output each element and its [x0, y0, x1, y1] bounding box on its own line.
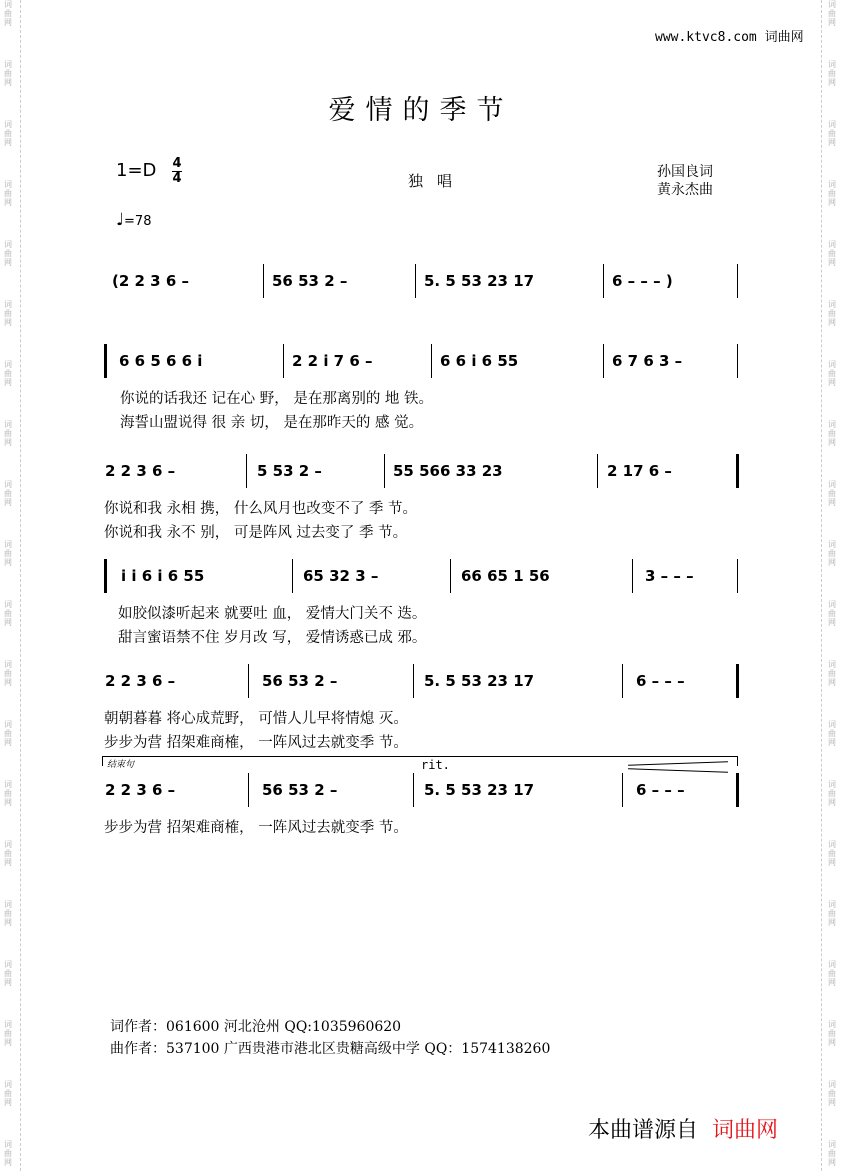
score-measure: 6 6 5 6 6 i: [119, 352, 203, 370]
left-border-line: [20, 0, 21, 1171]
side-watermark-text: 词曲网: [828, 1020, 836, 1047]
score-measure: 65 32 3 –: [303, 567, 379, 585]
composer: 黄永杰曲: [657, 182, 713, 198]
performance-type: 独唱: [408, 172, 467, 190]
lyric-line: 步步为营 招架难商榷， 一阵风过去就变季 节。: [104, 735, 408, 751]
score-measure: 5. 5 53 23 17: [424, 272, 535, 290]
side-watermark-text: 词曲网: [4, 660, 12, 687]
score-measure: 2 2 3 6 –: [105, 672, 176, 690]
barline: [632, 559, 633, 593]
score-measure: 56 53 2 –: [272, 272, 348, 290]
score-measure: (2 2 3 6 –: [112, 272, 189, 290]
side-watermark-text: 词曲网: [828, 480, 836, 507]
song-title: 爱情的季节: [328, 95, 514, 126]
barline: [603, 344, 604, 378]
side-watermark-text: 词曲网: [828, 900, 836, 927]
composer-contact: 曲作者：537100 广西贵港市港北区贵糖高级中学 QQ：1574138260: [110, 1041, 551, 1057]
side-watermark-text: 词曲网: [4, 900, 12, 927]
lyric-line: 海誓山盟说得 很 亲 切， 是在那昨天的 感 觉。: [120, 415, 424, 431]
barline: [292, 559, 293, 593]
lyric-line: 如胶似漆听起来 就要吐 血， 爱情大门关不 迭。: [118, 606, 427, 622]
key-signature: 1=D: [116, 160, 157, 181]
score-measure: 2 2 i 7 6 –: [292, 352, 373, 370]
ending-label: 结束句: [107, 760, 135, 770]
lyricist: 孙国良词: [657, 164, 713, 180]
side-watermark-text: 词曲网: [4, 120, 12, 147]
lyricist-contact: 词作者：061600 河北沧州 QQ:1035960620: [110, 1019, 402, 1035]
side-watermark-text: 词曲网: [828, 180, 836, 207]
score-measure: 56 53 2 –: [262, 781, 338, 799]
right-watermark-strip: [828, 0, 840, 1171]
decrescendo-top: [628, 761, 728, 765]
score-measure: 6 – – –: [636, 672, 685, 690]
final-barline: [736, 773, 739, 807]
score-measure: 66 65 1 56: [461, 567, 550, 585]
side-watermark-text: 词曲网: [4, 360, 12, 387]
side-watermark-text: 词曲网: [4, 1020, 12, 1047]
repeat-start-barline: [104, 559, 107, 593]
repeat-end-barline: [736, 664, 739, 698]
side-watermark-text: 词曲网: [4, 960, 12, 987]
repeat-end-barline: [736, 454, 739, 488]
barline: [737, 264, 738, 298]
score-measure: 6 6 i 6 55: [440, 352, 519, 370]
source-note: 本曲谱源自 词曲网: [588, 1118, 779, 1143]
repeat-start-barline: [104, 344, 107, 378]
barline: [283, 344, 284, 378]
left-watermark-strip: [4, 0, 16, 1171]
side-watermark-text: 词曲网: [828, 300, 836, 327]
side-watermark-text: 词曲网: [4, 780, 12, 807]
barline: [431, 344, 432, 378]
score-measure: 2 2 3 6 –: [105, 781, 176, 799]
side-watermark-text: 词曲网: [4, 300, 12, 327]
barline: [413, 773, 414, 807]
side-watermark-text: 词曲网: [4, 480, 12, 507]
side-watermark-text: 词曲网: [828, 360, 836, 387]
barline: [246, 454, 247, 488]
barline: [737, 559, 738, 593]
side-watermark-text: 词曲网: [4, 60, 12, 87]
lyric-line: 步步为营 招架难商榷， 一阵风过去就变季 节。: [104, 820, 408, 836]
score-measure: 5. 5 53 23 17: [424, 672, 535, 690]
score-measure: 2 17 6 –: [607, 462, 672, 480]
time-signature: 4 4: [172, 156, 182, 186]
side-watermark-text: 词曲网: [828, 420, 836, 447]
barline: [413, 664, 414, 698]
barline: [248, 664, 249, 698]
side-watermark-text: 词曲网: [4, 1140, 12, 1167]
credits: [657, 163, 713, 199]
score-measure: 5 53 2 –: [257, 462, 322, 480]
side-watermark-text: 词曲网: [828, 960, 836, 987]
lyric-line: 甜言蜜语禁不住 岁月改 写， 爱情诱惑已成 邪。: [118, 630, 427, 646]
side-watermark-text: 词曲网: [4, 420, 12, 447]
side-watermark-text: 词曲网: [828, 840, 836, 867]
lyric-line: 你说的话我还 记在心 野， 是在那离别的 地 铁。: [120, 391, 434, 407]
barline: [415, 264, 416, 298]
ending-bracket: [102, 756, 738, 757]
side-watermark-text: 词曲网: [828, 1080, 836, 1107]
barline: [603, 264, 604, 298]
right-border-line: [821, 0, 822, 1171]
side-watermark-text: 词曲网: [4, 0, 12, 27]
ending-bracket-tick: [102, 756, 103, 766]
side-watermark-text: 词曲网: [828, 600, 836, 627]
side-watermark-text: 词曲网: [4, 840, 12, 867]
site-watermark: www.ktvc8.com 词曲网: [655, 30, 804, 45]
lyric-line: 你说和我 永不 别， 可是阵风 过去变了 季 节。: [104, 525, 408, 541]
quarter-note-icon: ♩: [116, 210, 125, 230]
side-watermark-text: 词曲网: [828, 1140, 836, 1167]
barline: [450, 559, 451, 593]
score-measure: 6 7 6 3 –: [612, 352, 683, 370]
score-measure: 6 – – – ): [612, 272, 673, 290]
side-watermark-text: 词曲网: [828, 120, 836, 147]
score-measure: i i 6 i 6 55: [121, 567, 205, 585]
score-measure: 55 566 33 23: [393, 462, 503, 480]
barline: [248, 773, 249, 807]
lyric-line: 你说和我 永相 携， 什么风月也改变不了 季 节。: [104, 501, 418, 517]
score-measure: 5. 5 53 23 17: [424, 781, 535, 799]
barline: [622, 664, 623, 698]
side-watermark-text: 词曲网: [828, 780, 836, 807]
tempo-marking: ♩=78: [116, 210, 152, 230]
side-watermark-text: 词曲网: [828, 540, 836, 567]
score-measure: 56 53 2 –: [262, 672, 338, 690]
side-watermark-text: 词曲网: [4, 180, 12, 207]
side-watermark-text: 词曲网: [828, 0, 836, 27]
side-watermark-text: 词曲网: [828, 240, 836, 267]
decrescendo-bottom: [628, 768, 728, 772]
barline: [737, 344, 738, 378]
ending-bracket-tick: [737, 756, 738, 766]
barline: [263, 264, 264, 298]
lyric-line: 朝朝暮暮 将心成荒野， 可惜人儿早将情熄 灭。: [104, 711, 408, 727]
side-watermark-text: 词曲网: [828, 660, 836, 687]
barline: [384, 454, 385, 488]
barline: [597, 454, 598, 488]
side-watermark-text: 词曲网: [4, 240, 12, 267]
ritardando: rit.: [421, 758, 450, 772]
score-measure: 3 – – –: [645, 567, 694, 585]
score-measure: 6 – – –: [636, 781, 685, 799]
side-watermark-text: 词曲网: [828, 60, 836, 87]
side-watermark-text: 词曲网: [4, 1080, 12, 1107]
side-watermark-text: 词曲网: [828, 720, 836, 747]
barline: [622, 773, 623, 807]
side-watermark-text: 词曲网: [4, 600, 12, 627]
score-measure: 2 2 3 6 –: [105, 462, 176, 480]
side-watermark-text: 词曲网: [4, 720, 12, 747]
side-watermark-text: 词曲网: [4, 540, 12, 567]
